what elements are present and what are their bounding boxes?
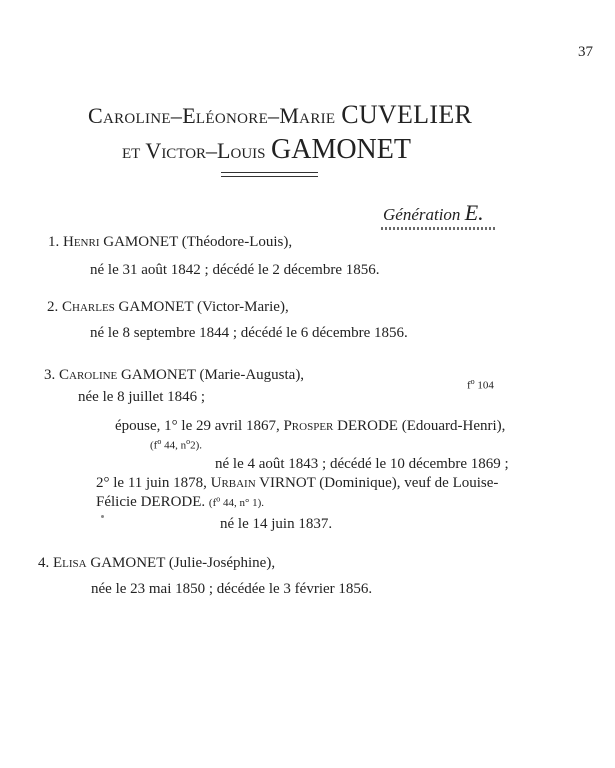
given-name: Elisa (53, 555, 87, 571)
full-names: (Victor-Marie), (197, 299, 289, 315)
surname: GAMONET (103, 234, 178, 250)
entry-4-name-line (38, 555, 275, 572)
folio-number: 104 (477, 379, 494, 392)
title-line-1-surname: CUVELIER (341, 100, 473, 129)
spouse-surname: VIRNOT (259, 475, 316, 491)
spouse-given-name: Urbain (210, 475, 256, 491)
generation-heading (383, 200, 484, 226)
given-name: Caroline (59, 367, 118, 383)
given-name: Henri (63, 234, 100, 250)
entry-2-name-line (47, 299, 289, 316)
ref-end: 2). (190, 439, 202, 452)
ref-mid: 44, n (161, 439, 187, 452)
surname: GAMONET (121, 367, 196, 383)
entry-3-folio-ref (467, 377, 494, 392)
entry-number: 2. (47, 299, 59, 315)
marriage-1-line (115, 418, 505, 435)
spouse-names: (Edouard-Henri), (401, 418, 506, 434)
title-line-2-prefix: et Victor–Louis (122, 138, 266, 163)
marriage-2-cont (96, 494, 264, 511)
ink-speck (101, 515, 104, 518)
spouse-given-name: Prosper (283, 418, 334, 434)
surname: GAMONET (90, 555, 166, 571)
generation-underline (381, 227, 497, 230)
title-rule-bottom (221, 176, 318, 177)
entry-3-birth: née le 8 juillet 1846 ; (78, 389, 206, 405)
ref-sup-2: o (186, 437, 191, 446)
entry-1-dates: né le 31 août 1842 ; décédé le 2 décembre 1856. (90, 262, 380, 278)
entry-number: 1. (48, 234, 60, 250)
marriage-1-prefix: épouse, 1° le 29 avril 1867, (115, 418, 280, 434)
folio-sup: o (470, 377, 475, 386)
ref-end: 44, n° 1). (220, 497, 265, 509)
given-name: Charles (62, 299, 115, 315)
spouse-surname: DERODE (337, 418, 398, 434)
generation-label: Génération (383, 205, 461, 224)
marriage-2-prefix: 2° le 11 juin 1878, (96, 475, 207, 491)
folio-prefix: f (467, 379, 471, 392)
ref-sup-1: o (157, 437, 162, 446)
ref-open: (f (208, 497, 217, 509)
spouse-names: (Dominique), veuf de Louise- (319, 475, 499, 491)
marriage-1-ref (150, 437, 202, 452)
marriage-1-dates: né le 4 août 1843 ; décédé le 10 décembre 1869 ; (215, 456, 509, 472)
title-line-2 (122, 134, 411, 166)
entry-number: 3. (44, 367, 56, 383)
title-line-1 (88, 100, 472, 130)
full-names: (Marie-Augusta), (199, 367, 305, 383)
entry-number: 4. (38, 555, 50, 571)
page-number: 37 (578, 44, 593, 60)
generation-letter: E. (464, 200, 484, 225)
full-names: (Théodore-Louis), (181, 234, 293, 250)
ref-open: (f (150, 439, 158, 452)
marriage-2-line (96, 475, 498, 492)
marriage-2-cont-text: Félicie DERODE. (96, 494, 206, 510)
title-line-1-prefix: Caroline–Eléonore–Marie (88, 103, 336, 128)
surname: GAMONET (118, 299, 194, 315)
entry-2-dates: né le 8 septembre 1844 ; décédé le 6 décembre 1856. (90, 325, 408, 341)
entry-1-name-line (48, 234, 292, 251)
title-line-2-surname: GAMONET (271, 134, 411, 165)
title-rule-top (221, 172, 318, 173)
marriage-2-ref (208, 494, 265, 509)
ref-sup-1: o (216, 494, 221, 504)
entry-3-name-line (44, 367, 304, 384)
full-names: (Julie-Joséphine), (168, 555, 276, 571)
entry-4-dates: née le 23 mai 1850 ; décédée le 3 février 1856. (91, 581, 373, 597)
marriage-2-dates: né le 14 juin 1837. (220, 516, 333, 532)
